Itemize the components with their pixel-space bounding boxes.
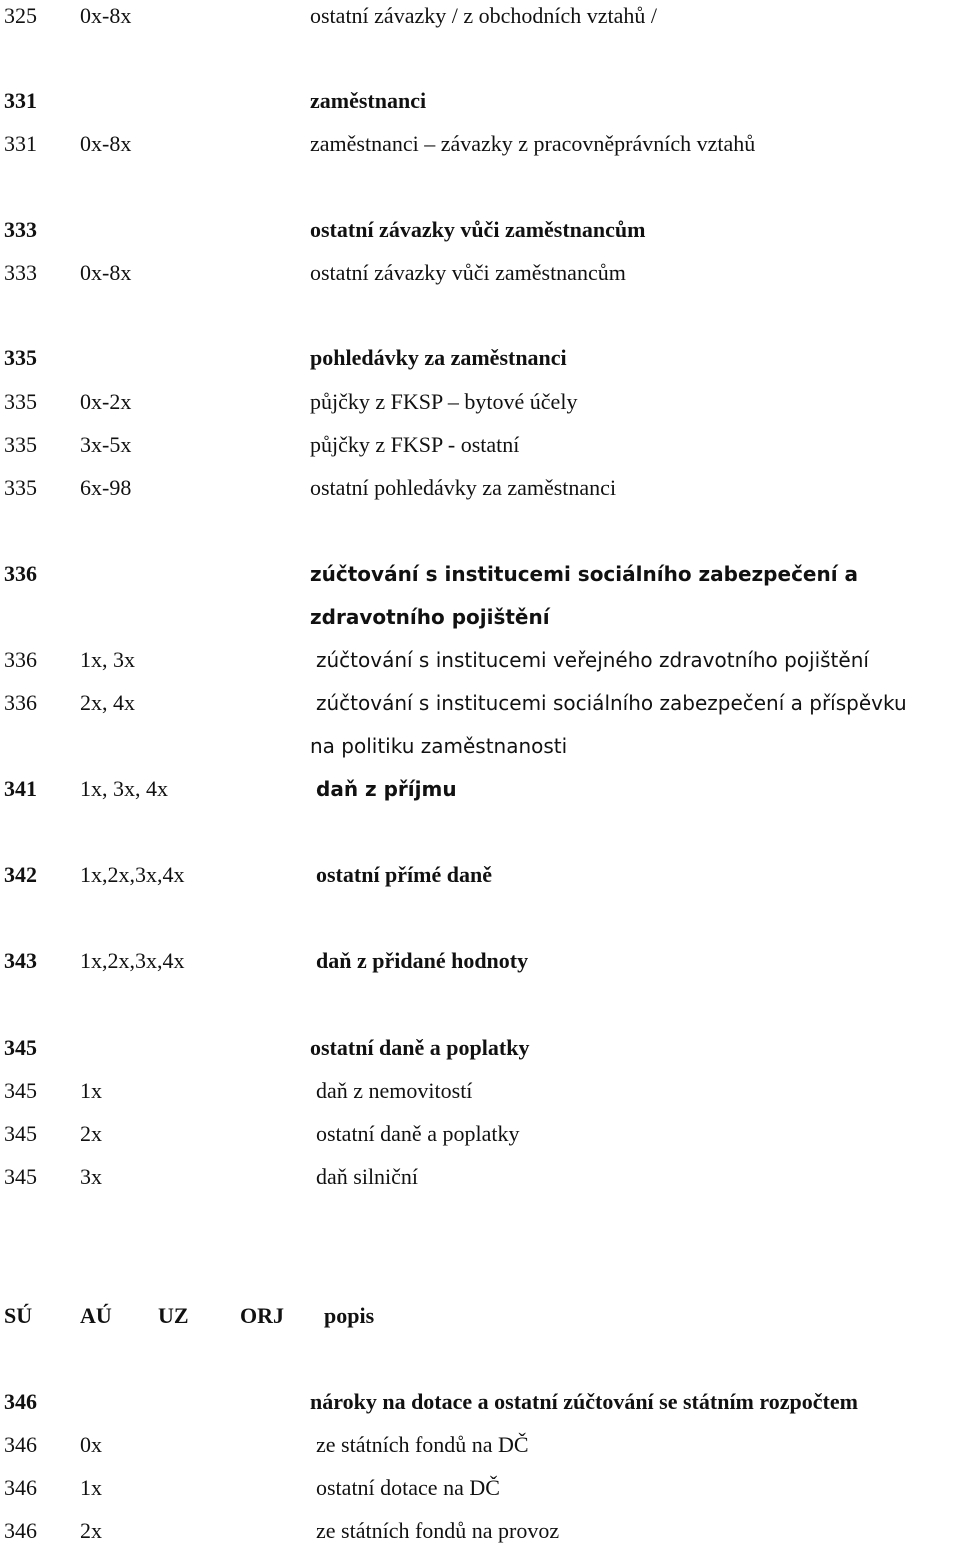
list-item xyxy=(0,1075,960,1107)
list-item xyxy=(0,386,960,418)
su-code: 346 xyxy=(4,1389,37,1414)
description: nároky na dotace a ostatní zúčtování se státním rozpočtem xyxy=(310,1389,858,1414)
list-item xyxy=(0,85,960,117)
list-item xyxy=(0,1515,960,1547)
su-code: 335 xyxy=(4,389,37,414)
list-item xyxy=(0,429,960,461)
au-code: 1x xyxy=(80,1475,102,1500)
header-orj: ORJ xyxy=(240,1303,284,1328)
su-code: 325 xyxy=(4,3,37,28)
header-popis: popis xyxy=(324,1303,375,1328)
description: zdravotního pojištění xyxy=(310,605,550,629)
description: půjčky z FKSP - ostatní xyxy=(310,432,520,457)
header-uz: UZ xyxy=(158,1303,189,1328)
list-item xyxy=(0,1161,960,1193)
list-item xyxy=(0,1032,960,1064)
list-item xyxy=(0,1429,960,1461)
description: zaměstnanci – závazky z pracovněprávních vztahů xyxy=(310,131,756,156)
su-code: 331 xyxy=(4,131,37,156)
su-code: 346 xyxy=(4,1432,37,1457)
list-item xyxy=(0,558,960,590)
description: na politiku zaměstnanosti xyxy=(310,734,568,758)
au-code: 1x, 3x, 4x xyxy=(80,776,168,801)
au-code: 2x, 4x xyxy=(80,690,135,715)
list-item xyxy=(0,214,960,246)
su-code: 345 xyxy=(4,1035,37,1060)
list-item xyxy=(0,257,960,289)
su-code: 333 xyxy=(4,260,37,285)
au-code: 3x-5x xyxy=(80,432,132,457)
au-code: 3x xyxy=(80,1164,102,1189)
au-code: 0x-8x xyxy=(80,131,132,156)
list-item xyxy=(0,1386,960,1418)
au-code: 1x xyxy=(80,1078,102,1103)
description: ostatní závazky / z obchodních vztahů / xyxy=(310,3,657,28)
su-code: 335 xyxy=(4,475,37,500)
su-code: 342 xyxy=(4,862,37,887)
su-code: 346 xyxy=(4,1475,37,1500)
list-item xyxy=(0,945,960,977)
au-code: 0x-8x xyxy=(80,260,132,285)
su-code: 336 xyxy=(4,647,37,672)
header-su: SÚ xyxy=(4,1303,33,1328)
au-code: 2x xyxy=(80,1121,102,1146)
au-code: 0x-2x xyxy=(80,389,132,414)
su-code: 345 xyxy=(4,1078,37,1103)
description: ostatní přímé daně xyxy=(316,862,492,887)
description: ostatní dotace na DČ xyxy=(316,1475,500,1500)
au-code: 0x xyxy=(80,1432,102,1457)
description: ostatní daně a poplatky xyxy=(316,1121,520,1146)
list-item xyxy=(0,1118,960,1150)
description: zúčtování s institucemi veřejného zdravotního pojištění xyxy=(316,648,869,672)
list-item xyxy=(0,730,960,762)
description: daň z příjmu xyxy=(316,777,457,801)
su-code: 341 xyxy=(4,776,37,801)
au-code: 1x,2x,3x,4x xyxy=(80,948,185,973)
su-code: 345 xyxy=(4,1164,37,1189)
description: daň silniční xyxy=(316,1164,419,1189)
description: ostatní pohledávky za zaměstnanci xyxy=(310,475,617,500)
list-item xyxy=(0,773,960,805)
list-item xyxy=(0,1472,960,1504)
su-code: 331 xyxy=(4,88,37,113)
au-code: 1x, 3x xyxy=(80,647,135,672)
list-item xyxy=(0,472,960,504)
su-code: 343 xyxy=(4,948,37,973)
au-code: 1x,2x,3x,4x xyxy=(80,862,185,887)
description: půjčky z FKSP – bytové účely xyxy=(310,389,578,414)
list-item xyxy=(0,342,960,374)
description: zaměstnanci xyxy=(310,88,427,113)
description: zúčtování s institucemi sociálního zabezpečení a příspěvku xyxy=(316,691,907,715)
header-au: AÚ xyxy=(80,1303,112,1328)
list-item xyxy=(0,0,960,32)
su-code: 346 xyxy=(4,1518,37,1543)
list-item xyxy=(0,859,960,891)
column-header-row xyxy=(0,1300,960,1332)
su-code: 333 xyxy=(4,217,37,242)
su-code: 336 xyxy=(4,561,37,586)
au-code: 0x-8x xyxy=(80,3,132,28)
description: daň z přidané hodnoty xyxy=(316,948,529,973)
su-code: 345 xyxy=(4,1121,37,1146)
list-item xyxy=(0,644,960,676)
au-code: 6x-98 xyxy=(80,475,132,500)
description: daň z nemovitostí xyxy=(316,1078,473,1103)
description: ze státních fondů na provoz xyxy=(316,1518,560,1543)
su-code: 335 xyxy=(4,432,37,457)
description: ostatní závazky vůči zaměstnancům xyxy=(310,217,646,242)
description: zúčtování s institucemi sociálního zabezpečení a xyxy=(310,562,859,586)
description: ze státních fondů na DČ xyxy=(316,1432,529,1457)
list-item xyxy=(0,687,960,719)
description: pohledávky za zaměstnanci xyxy=(310,345,567,370)
list-item xyxy=(0,128,960,160)
su-code: 335 xyxy=(4,345,37,370)
list-item xyxy=(0,601,960,633)
description: ostatní daně a poplatky xyxy=(310,1035,530,1060)
au-code: 2x xyxy=(80,1518,102,1543)
description: ostatní závazky vůči zaměstnancům xyxy=(310,260,626,285)
su-code: 336 xyxy=(4,690,37,715)
